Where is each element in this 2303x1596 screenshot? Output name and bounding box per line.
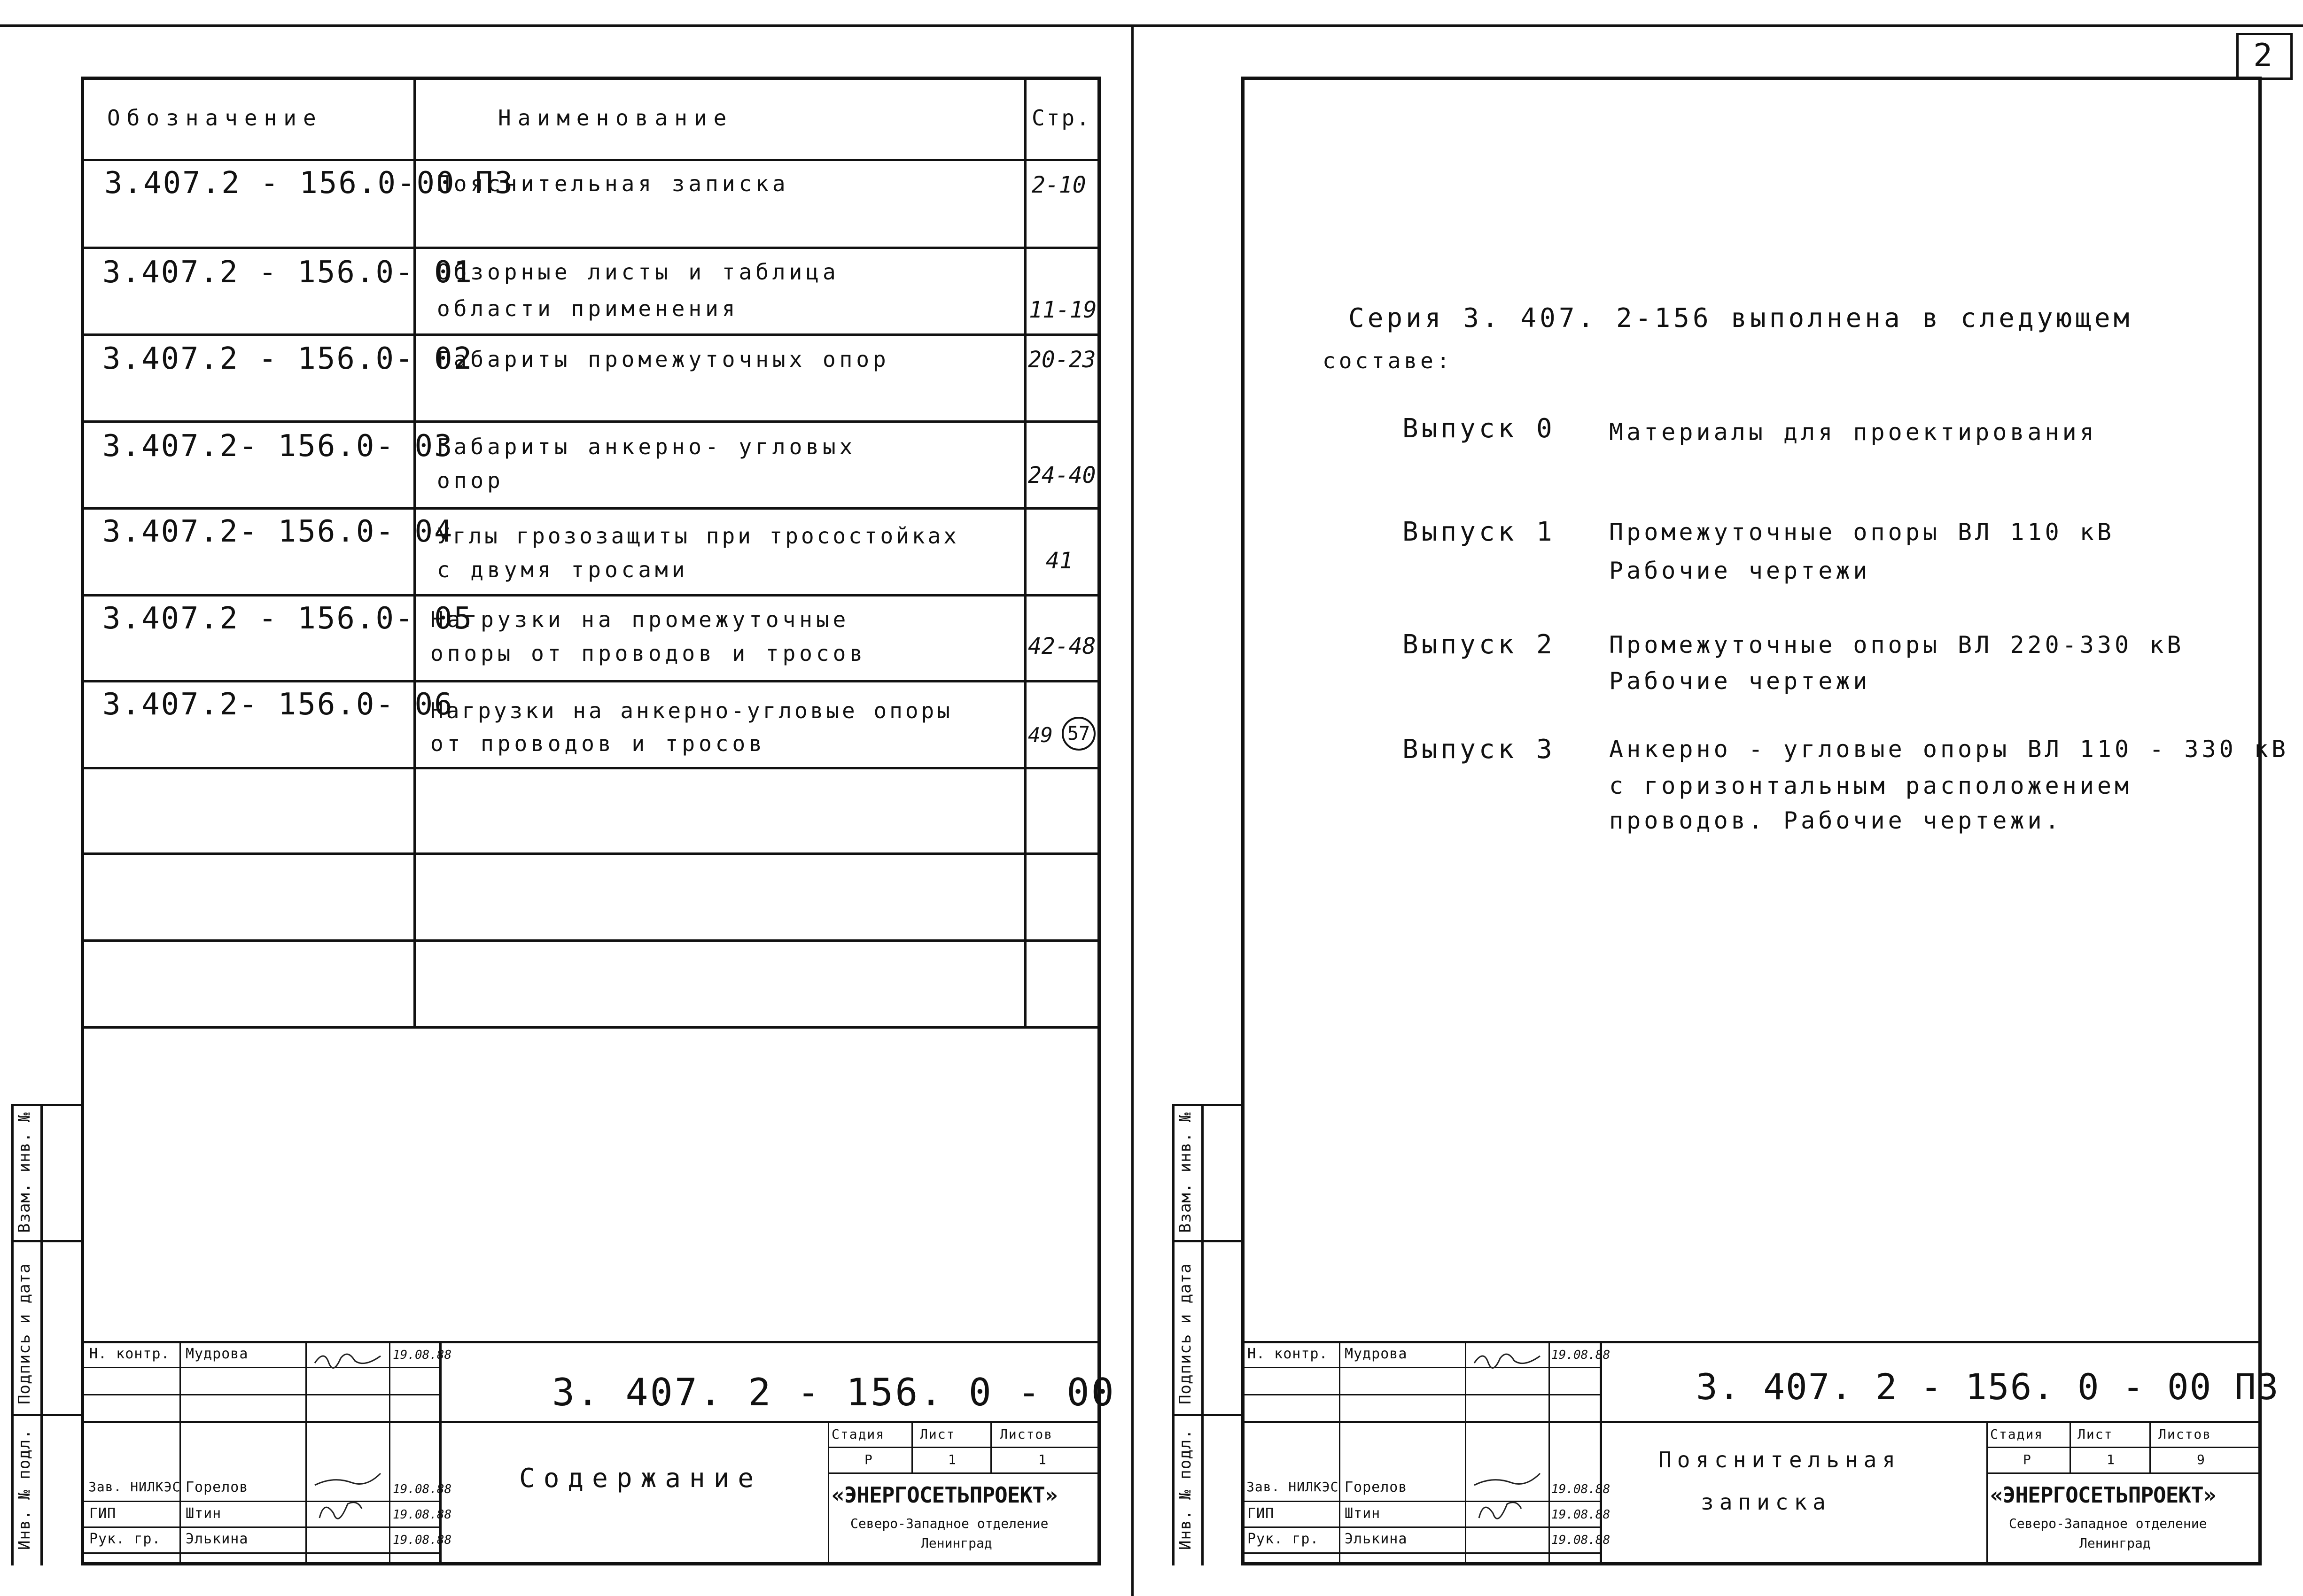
col-line <box>413 77 416 1028</box>
tb-stage: Р <box>864 1452 873 1467</box>
tb-role: ГИП <box>89 1505 117 1522</box>
row-pages: 20-23 <box>1028 347 1096 373</box>
stamp-inv-original: Инв. № подл. <box>1176 1429 1195 1550</box>
row-line <box>81 247 1101 249</box>
stamp-line <box>1201 1104 1204 1565</box>
tb-sheets: 1 <box>1038 1452 1047 1467</box>
row-pages: 11-19 <box>1029 297 1097 323</box>
row-name: Пояснительная записка <box>437 171 789 196</box>
tb-person: Горелов <box>1345 1479 1408 1495</box>
tb-sheets-label: Листов <box>2158 1426 2212 1442</box>
issue-text: Материалы для проектирования <box>1609 418 2097 446</box>
tb-department: Северо-Западное отделение <box>2009 1516 2207 1531</box>
issue-text: Промежуточные опоры ВЛ 110 кВ <box>1609 519 2115 546</box>
header-name: Наименование <box>498 105 733 131</box>
stamp-line <box>11 1104 81 1106</box>
row-name: Габариты анкерно- угловых <box>437 434 856 459</box>
tb-date: 19.08.88 <box>393 1533 452 1547</box>
tb-line <box>1465 1341 1466 1565</box>
tb-sheets-label: Листов <box>1000 1426 1053 1442</box>
tb-date: 19.08.88 <box>1551 1482 1611 1496</box>
col-line <box>1024 77 1027 1028</box>
tb-line <box>1241 1367 1600 1368</box>
tb-date: 19.08.88 <box>393 1508 452 1522</box>
issue-text: проводов. Рабочие чертежи. <box>1609 807 2062 834</box>
tb-role: Рук. гр. <box>1247 1531 1319 1547</box>
tb-stage-label: Стадия <box>832 1426 885 1442</box>
stamp-line <box>11 1414 81 1416</box>
tb-line <box>81 1552 439 1554</box>
row-name: Нагрузки на анкерно-угловые опоры <box>430 698 953 723</box>
row-line <box>81 333 1101 336</box>
tb-line <box>81 1501 439 1502</box>
tb-line <box>1241 1341 2262 1343</box>
stamp-line <box>1172 1414 1242 1416</box>
tb-line <box>1986 1472 2262 1474</box>
top-border <box>0 24 2303 27</box>
tb-sheet: 1 <box>948 1452 957 1467</box>
row-name: Углы грозозащиты при тросостойках <box>437 523 959 549</box>
tb-date: 19.08.88 <box>1551 1508 1611 1522</box>
tb-document-code: 3. 407. 2 - 156. 0 - 00 <box>552 1371 1116 1414</box>
tb-city: Ленинград <box>921 1535 992 1551</box>
issue-text: Рабочие чертежи <box>1609 557 1871 584</box>
issue-label: Выпуск 0 <box>1402 413 1556 444</box>
tb-date: 19.08.88 <box>393 1482 452 1496</box>
row-designation: 3.407.2- 156.0- 04 <box>102 514 454 549</box>
tb-person: Штин <box>186 1505 222 1522</box>
tb-line <box>81 1394 439 1395</box>
tb-stage: Р <box>2023 1452 2032 1467</box>
issue-text: Анкерно - угловые опоры ВЛ 110 - 330 кВ <box>1609 736 2289 763</box>
sheet-number: 2 <box>2253 37 2272 74</box>
tb-role: Н. контр. <box>1247 1346 1328 1362</box>
row-line <box>81 1026 1101 1029</box>
tb-sheet-label: Лист <box>920 1426 956 1442</box>
row-name: с двумя тросами <box>437 557 689 582</box>
tb-line <box>828 1472 1101 1474</box>
tb-line <box>81 1526 439 1528</box>
row-line <box>81 680 1101 682</box>
sheet-divider <box>1131 24 1134 1596</box>
tb-line <box>1241 1394 1600 1395</box>
tb-role: Н. контр. <box>89 1346 170 1362</box>
row-designation: 3.407.2 - 156.0- 02 <box>102 341 474 376</box>
row-line <box>81 939 1101 942</box>
tb-document-code: 3. 407. 2 - 156. 0 - 00 ПЗ <box>1696 1366 2280 1408</box>
row-line <box>81 767 1101 769</box>
row-name: опор <box>437 468 504 493</box>
tb-line <box>1986 1421 1988 1565</box>
row-pages: 41 <box>1046 548 1073 574</box>
issue-text: с горизонтальным расположением <box>1609 772 2132 799</box>
stamp-replaced-inv: Взам. инв. № <box>15 1112 34 1233</box>
tb-document-title-2: записка <box>1701 1489 1831 1515</box>
tb-line <box>1986 1447 2262 1448</box>
row-name: области применения <box>437 296 739 321</box>
row-pages: 42-48 <box>1028 633 1096 659</box>
tb-person: Горелов <box>186 1479 249 1495</box>
tb-line <box>305 1341 307 1565</box>
tb-sheets: 9 <box>2197 1452 2206 1467</box>
tb-organization: «ЭНЕРГОСЕТЬПРОЕКТ» <box>1990 1482 2216 1508</box>
intro-line-2: составе: <box>1323 348 1453 373</box>
tb-role: Рук. гр. <box>89 1531 161 1547</box>
stamp-line <box>1172 1104 1175 1565</box>
tb-line <box>828 1421 829 1565</box>
tb-line <box>389 1341 390 1565</box>
row-line <box>81 594 1101 597</box>
tb-sheet-label: Лист <box>2077 1426 2113 1442</box>
row-designation: 3.407.2 - 156.0- 01 <box>102 255 474 290</box>
tb-role: Зав. НИЛКЭС <box>1246 1479 1339 1495</box>
tb-department: Северо-Западное отделение <box>850 1516 1049 1531</box>
tb-line <box>828 1447 1101 1448</box>
tb-line <box>1241 1421 2262 1423</box>
row-name: Габариты промежуточных опор <box>437 347 890 372</box>
row-line <box>81 507 1101 510</box>
row-designation: 3.407.2- 156.0- 03 <box>102 429 454 464</box>
tb-line <box>439 1341 442 1565</box>
tb-organization: «ЭНЕРГОСЕТЬПРОЕКТ» <box>832 1482 1058 1508</box>
tb-document-title-1: Пояснительная <box>1658 1447 1901 1472</box>
tb-line <box>1548 1341 1550 1565</box>
tb-date: 19.08.88 <box>1551 1348 1611 1362</box>
tb-person: Элькина <box>186 1531 249 1547</box>
row-pages: 2-10 <box>1032 172 1086 198</box>
tb-city: Ленинград <box>2079 1535 2151 1551</box>
row-line <box>81 420 1101 423</box>
stamp-signature-date: Подпись и дата <box>15 1263 34 1404</box>
tb-line <box>1241 1552 1600 1554</box>
tb-stage-label: Стадия <box>1990 1426 2044 1442</box>
stamp-signature-date: Подпись и дата <box>1176 1263 1195 1404</box>
issue-text: Рабочие чертежи <box>1609 667 1871 695</box>
tb-line <box>1339 1341 1340 1565</box>
tb-date: 19.08.88 <box>393 1348 452 1362</box>
row-line <box>81 852 1101 855</box>
tb-date: 19.08.88 <box>1551 1533 1611 1547</box>
tb-line <box>81 1421 1101 1423</box>
stamp-line <box>11 1240 81 1242</box>
intro-line-1: Серия 3. 407. 2-156 выполнена в следующем <box>1348 303 2133 333</box>
row-designation: 3.407.2 - 156.0-00 ПЗ <box>104 166 514 201</box>
stamp-replaced-inv: Взам. инв. № <box>1176 1112 1195 1233</box>
row-name: Нагрузки на промежуточные <box>430 607 850 632</box>
tb-line <box>1241 1526 1600 1528</box>
circled-page: 57 <box>1062 717 1096 751</box>
tb-document-title: Содержание <box>519 1463 762 1494</box>
signature-marks <box>1470 1344 1545 1556</box>
stamp-inv-original: Инв. № подл. <box>15 1429 34 1550</box>
stamp-line <box>11 1104 14 1565</box>
row-name: опоры от проводов и тросов <box>430 641 867 666</box>
stamp-line <box>1172 1240 1242 1242</box>
row-pages: 49 <box>1028 723 1053 747</box>
row-designation: 3.407.2- 156.0- 06 <box>102 687 454 722</box>
tb-person: Штин <box>1345 1505 1381 1522</box>
tb-role: ГИП <box>1247 1505 1275 1522</box>
tb-role: Зав. НИЛКЭС <box>88 1479 181 1495</box>
tb-line <box>1241 1501 1600 1502</box>
row-designation: 3.407.2 - 156.0- 05 <box>102 601 474 636</box>
tb-line <box>81 1367 439 1368</box>
header-page: Стр. <box>1032 105 1091 131</box>
tb-person: Мудрова <box>1345 1346 1408 1362</box>
tb-line <box>179 1341 181 1565</box>
issue-label: Выпуск 1 <box>1402 517 1556 547</box>
tb-line <box>1600 1341 1602 1565</box>
issue-text: Промежуточные опоры ВЛ 220-330 кВ <box>1609 631 2185 659</box>
tb-person: Мудрова <box>186 1346 249 1362</box>
tb-sheet: 1 <box>2107 1452 2116 1467</box>
issue-label: Выпуск 2 <box>1402 629 1556 660</box>
row-line <box>81 159 1101 161</box>
signature-marks <box>310 1344 385 1556</box>
row-name: Обзорные листы и таблица <box>437 259 840 285</box>
tb-line <box>81 1341 1101 1343</box>
row-pages: 24-40 <box>1028 462 1096 488</box>
stamp-line <box>40 1104 43 1565</box>
row-name: от проводов и тросов <box>430 731 766 756</box>
tb-person: Элькина <box>1345 1531 1408 1547</box>
stamp-line <box>1172 1104 1242 1106</box>
header-designation: Обозначение <box>107 105 323 131</box>
issue-label: Выпуск 3 <box>1402 734 1556 765</box>
